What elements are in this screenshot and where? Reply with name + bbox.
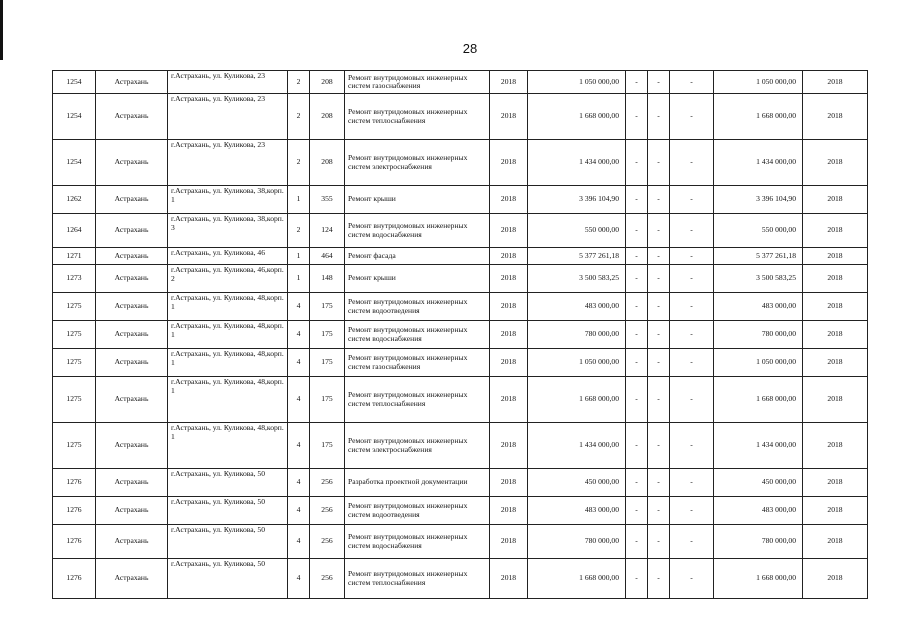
- cell-address: г.Астрахань, ул. Куликова, 23: [168, 71, 288, 94]
- cell-dash: -: [670, 377, 714, 423]
- cell-apartments: 256: [310, 525, 345, 559]
- cell-city: Астрахань: [96, 248, 168, 265]
- cell-apartments: 148: [310, 265, 345, 293]
- cell-dash: -: [648, 71, 670, 94]
- cell-dash: -: [626, 94, 648, 140]
- cell-address: г.Астрахань, ул. Куликова, 48,корп. 1: [168, 321, 288, 349]
- cell-floors: 1: [288, 265, 310, 293]
- cell-work-type: Ремонт внутридомовых инженерных систем теплоснабжения: [345, 377, 490, 423]
- cell-dash: -: [670, 214, 714, 248]
- cell-id: 1273: [53, 265, 96, 293]
- cell-city: Астрахань: [96, 293, 168, 321]
- cell-total: 5 377 261,18: [714, 248, 803, 265]
- cell-dash: -: [670, 265, 714, 293]
- cell-id: 1276: [53, 497, 96, 525]
- repair-register-table: [52, 70, 868, 599]
- cell-cost: 5 377 261,18: [528, 248, 626, 265]
- cell-address: г.Астрахань, ул. Куликова, 38,корп. 3: [168, 214, 288, 248]
- cell-year: 2018: [490, 349, 528, 377]
- cell-dash: -: [670, 321, 714, 349]
- cell-id: 1254: [53, 140, 96, 186]
- cell-city: Астрахань: [96, 94, 168, 140]
- cell-dash: -: [670, 423, 714, 469]
- cell-cost: 1 434 000,00: [528, 423, 626, 469]
- cell-work-type: Ремонт внутридомовых инженерных систем водоснабжения: [345, 321, 490, 349]
- cell-address: г.Астрахань, ул. Куликова, 48,корп. 1: [168, 293, 288, 321]
- cell-id: 1276: [53, 559, 96, 599]
- cell-year: 2018: [490, 265, 528, 293]
- cell-year: 2018: [490, 186, 528, 214]
- cell-city: Астрахань: [96, 377, 168, 423]
- cell-total: 1 668 000,00: [714, 377, 803, 423]
- cell-id: 1275: [53, 321, 96, 349]
- cell-address: г.Астрахань, ул. Куликова, 48,корп. 1: [168, 423, 288, 469]
- cell-cost: 3 396 104,90: [528, 186, 626, 214]
- cell-work-type: Ремонт внутридомовых инженерных систем водоотведения: [345, 293, 490, 321]
- cell-floors: 4: [288, 423, 310, 469]
- cell-address: г.Астрахань, ул. Куликова, 46,корп. 2: [168, 265, 288, 293]
- cell-floors: 4: [288, 293, 310, 321]
- table-row: [53, 423, 868, 469]
- cell-total: 1 668 000,00: [714, 559, 803, 599]
- cell-apartments: 256: [310, 469, 345, 497]
- cell-id: 1254: [53, 94, 96, 140]
- cell-cost: 1 434 000,00: [528, 140, 626, 186]
- table-row: [53, 349, 868, 377]
- cell-year: 2018: [490, 140, 528, 186]
- cell-cost: 780 000,00: [528, 321, 626, 349]
- cell-address: г.Астрахань, ул. Куликова, 50: [168, 469, 288, 497]
- table-row: [53, 71, 868, 94]
- table-row: [53, 265, 868, 293]
- table-row: [53, 559, 868, 599]
- cell-apartments: 256: [310, 559, 345, 599]
- cell-floors: 4: [288, 469, 310, 497]
- cell-work-type: Ремонт крыши: [345, 265, 490, 293]
- cell-city: Астрахань: [96, 469, 168, 497]
- cell-year: 2018: [490, 423, 528, 469]
- cell-id: 1276: [53, 525, 96, 559]
- cell-year: 2018: [490, 248, 528, 265]
- cell-work-type: Ремонт внутридомовых инженерных систем теплоснабжения: [345, 559, 490, 599]
- cell-address: г.Астрахань, ул. Куликова, 46: [168, 248, 288, 265]
- cell-address: г.Астрахань, ул. Куликова, 50: [168, 525, 288, 559]
- cell-address: г.Астрахань, ул. Куликова, 48,корп. 1: [168, 349, 288, 377]
- cell-year: 2018: [490, 559, 528, 599]
- table-row: [53, 248, 868, 265]
- table-row: [53, 525, 868, 559]
- cell-dash: -: [670, 469, 714, 497]
- cell-end-year: 2018: [803, 497, 868, 525]
- cell-dash: -: [626, 140, 648, 186]
- cell-dash: -: [648, 293, 670, 321]
- cell-year: 2018: [490, 71, 528, 94]
- cell-total: 3 396 104,90: [714, 186, 803, 214]
- cell-id: 1275: [53, 377, 96, 423]
- cell-work-type: Ремонт внутридомовых инженерных систем газоснабжения: [345, 349, 490, 377]
- cell-end-year: 2018: [803, 71, 868, 94]
- cell-dash: -: [648, 349, 670, 377]
- cell-dash: -: [670, 94, 714, 140]
- cell-year: 2018: [490, 214, 528, 248]
- cell-apartments: 208: [310, 71, 345, 94]
- cell-dash: -: [670, 497, 714, 525]
- cell-total: 780 000,00: [714, 525, 803, 559]
- cell-apartments: 175: [310, 423, 345, 469]
- cell-dash: -: [626, 525, 648, 559]
- cell-city: Астрахань: [96, 559, 168, 599]
- cell-dash: -: [626, 265, 648, 293]
- cell-cost: 780 000,00: [528, 525, 626, 559]
- cell-address: г.Астрахань, ул. Куликова, 38,корп. 1: [168, 186, 288, 214]
- cell-total: 1 050 000,00: [714, 71, 803, 94]
- cell-dash: -: [648, 140, 670, 186]
- cell-dash: -: [648, 321, 670, 349]
- cell-work-type: Ремонт внутридомовых инженерных систем электроснабжения: [345, 140, 490, 186]
- cell-total: 483 000,00: [714, 497, 803, 525]
- cell-end-year: 2018: [803, 94, 868, 140]
- cell-floors: 4: [288, 497, 310, 525]
- cell-year: 2018: [490, 94, 528, 140]
- cell-year: 2018: [490, 469, 528, 497]
- cell-dash: -: [626, 321, 648, 349]
- cell-floors: 4: [288, 321, 310, 349]
- cell-work-type: Ремонт внутридомовых инженерных систем электроснабжения: [345, 423, 490, 469]
- table-row: [53, 469, 868, 497]
- cell-city: Астрахань: [96, 349, 168, 377]
- cell-dash: -: [626, 559, 648, 599]
- cell-year: 2018: [490, 293, 528, 321]
- cell-end-year: 2018: [803, 377, 868, 423]
- cell-dash: -: [626, 497, 648, 525]
- cell-city: Астрахань: [96, 525, 168, 559]
- cell-apartments: 175: [310, 349, 345, 377]
- cell-cost: 1 668 000,00: [528, 559, 626, 599]
- cell-year: 2018: [490, 377, 528, 423]
- cell-total: 1 434 000,00: [714, 140, 803, 186]
- cell-dash: -: [670, 186, 714, 214]
- cell-end-year: 2018: [803, 321, 868, 349]
- cell-work-type: Ремонт крыши: [345, 186, 490, 214]
- table-row: [53, 497, 868, 525]
- cell-id: 1276: [53, 469, 96, 497]
- cell-dash: -: [648, 265, 670, 293]
- cell-work-type: Ремонт внутридомовых инженерных систем водоотведения: [345, 497, 490, 525]
- cell-end-year: 2018: [803, 248, 868, 265]
- cell-cost: 1 668 000,00: [528, 94, 626, 140]
- cell-cost: 483 000,00: [528, 293, 626, 321]
- cell-id: 1271: [53, 248, 96, 265]
- table-body: [53, 71, 868, 599]
- cell-cost: 1 668 000,00: [528, 377, 626, 423]
- cell-dash: -: [670, 293, 714, 321]
- cell-address: г.Астрахань, ул. Куликова, 23: [168, 94, 288, 140]
- table-row: [53, 140, 868, 186]
- cell-dash: -: [626, 71, 648, 94]
- cell-dash: -: [626, 248, 648, 265]
- cell-dash: -: [626, 186, 648, 214]
- cell-total: 450 000,00: [714, 469, 803, 497]
- cell-id: 1254: [53, 71, 96, 94]
- cell-apartments: 175: [310, 321, 345, 349]
- table-row: [53, 321, 868, 349]
- cell-apartments: 464: [310, 248, 345, 265]
- table-row: [53, 186, 868, 214]
- cell-apartments: 208: [310, 94, 345, 140]
- cell-city: Астрахань: [96, 186, 168, 214]
- cell-floors: 4: [288, 349, 310, 377]
- cell-floors: 4: [288, 377, 310, 423]
- cell-dash: -: [670, 248, 714, 265]
- cell-work-type: Ремонт внутридомовых инженерных систем водоснабжения: [345, 214, 490, 248]
- cell-end-year: 2018: [803, 186, 868, 214]
- cell-dash: -: [670, 349, 714, 377]
- cell-floors: 2: [288, 214, 310, 248]
- cell-address: г.Астрахань, ул. Куликова, 50: [168, 497, 288, 525]
- cell-end-year: 2018: [803, 525, 868, 559]
- cell-total: 483 000,00: [714, 293, 803, 321]
- cell-work-type: Разработка проектной документации: [345, 469, 490, 497]
- cell-address: г.Астрахань, ул. Куликова, 48,корп. 1: [168, 377, 288, 423]
- cell-cost: 550 000,00: [528, 214, 626, 248]
- cell-end-year: 2018: [803, 423, 868, 469]
- cell-floors: 1: [288, 186, 310, 214]
- cell-apartments: 355: [310, 186, 345, 214]
- cell-cost: 3 500 583,25: [528, 265, 626, 293]
- cell-year: 2018: [490, 321, 528, 349]
- cell-work-type: Ремонт внутридомовых инженерных систем теплоснабжения: [345, 94, 490, 140]
- cell-city: Астрахань: [96, 71, 168, 94]
- table-row: [53, 377, 868, 423]
- cell-apartments: 124: [310, 214, 345, 248]
- cell-dash: -: [626, 377, 648, 423]
- cell-end-year: 2018: [803, 469, 868, 497]
- cell-dash: -: [648, 423, 670, 469]
- cell-year: 2018: [490, 497, 528, 525]
- cell-dash: -: [626, 349, 648, 377]
- cell-dash: -: [626, 469, 648, 497]
- cell-id: 1275: [53, 349, 96, 377]
- cell-city: Астрахань: [96, 497, 168, 525]
- cell-dash: -: [648, 94, 670, 140]
- cell-city: Астрахань: [96, 321, 168, 349]
- cell-total: 780 000,00: [714, 321, 803, 349]
- cell-dash: -: [648, 186, 670, 214]
- cell-dash: -: [626, 214, 648, 248]
- cell-cost: 1 050 000,00: [528, 349, 626, 377]
- table-row: [53, 293, 868, 321]
- cell-address: г.Астрахань, ул. Куликова, 23: [168, 140, 288, 186]
- cell-city: Астрахань: [96, 214, 168, 248]
- cell-cost: 1 050 000,00: [528, 71, 626, 94]
- cell-floors: 2: [288, 140, 310, 186]
- cell-work-type: Ремонт внутридомовых инженерных систем газоснабжения: [345, 71, 490, 94]
- cell-cost: 483 000,00: [528, 497, 626, 525]
- cell-dash: -: [626, 293, 648, 321]
- cell-floors: 2: [288, 71, 310, 94]
- cell-city: Астрахань: [96, 140, 168, 186]
- cell-dash: -: [670, 140, 714, 186]
- cell-end-year: 2018: [803, 349, 868, 377]
- cell-dash: -: [648, 469, 670, 497]
- cell-apartments: 208: [310, 140, 345, 186]
- cell-id: 1275: [53, 293, 96, 321]
- cell-cost: 450 000,00: [528, 469, 626, 497]
- table-row: [53, 214, 868, 248]
- cell-total: 1 434 000,00: [714, 423, 803, 469]
- table-row: [53, 94, 868, 140]
- cell-floors: 4: [288, 559, 310, 599]
- cell-apartments: 256: [310, 497, 345, 525]
- cell-total: 3 500 583,25: [714, 265, 803, 293]
- cell-dash: -: [648, 214, 670, 248]
- cell-year: 2018: [490, 525, 528, 559]
- cell-dash: -: [648, 559, 670, 599]
- cell-dash: -: [626, 423, 648, 469]
- cell-city: Астрахань: [96, 265, 168, 293]
- cell-apartments: 175: [310, 377, 345, 423]
- cell-end-year: 2018: [803, 214, 868, 248]
- page-number: 28: [462, 41, 478, 56]
- cell-dash: -: [670, 525, 714, 559]
- cell-total: 550 000,00: [714, 214, 803, 248]
- cell-dash: -: [648, 525, 670, 559]
- cell-floors: 4: [288, 525, 310, 559]
- cell-total: 1 668 000,00: [714, 94, 803, 140]
- cell-work-type: Ремонт фасада: [345, 248, 490, 265]
- cell-end-year: 2018: [803, 140, 868, 186]
- cell-end-year: 2018: [803, 293, 868, 321]
- cell-dash: -: [670, 71, 714, 94]
- cell-dash: -: [670, 559, 714, 599]
- cell-id: 1264: [53, 214, 96, 248]
- cell-end-year: 2018: [803, 265, 868, 293]
- cell-floors: 1: [288, 248, 310, 265]
- cell-total: 1 050 000,00: [714, 349, 803, 377]
- cell-address: г.Астрахань, ул. Куликова, 50: [168, 559, 288, 599]
- cell-floors: 2: [288, 94, 310, 140]
- cell-id: 1275: [53, 423, 96, 469]
- cell-dash: -: [648, 497, 670, 525]
- cell-id: 1262: [53, 186, 96, 214]
- cell-work-type: Ремонт внутридомовых инженерных систем водоснабжения: [345, 525, 490, 559]
- cell-dash: -: [648, 377, 670, 423]
- cell-apartments: 175: [310, 293, 345, 321]
- cell-end-year: 2018: [803, 559, 868, 599]
- cell-dash: -: [648, 248, 670, 265]
- cell-city: Астрахань: [96, 423, 168, 469]
